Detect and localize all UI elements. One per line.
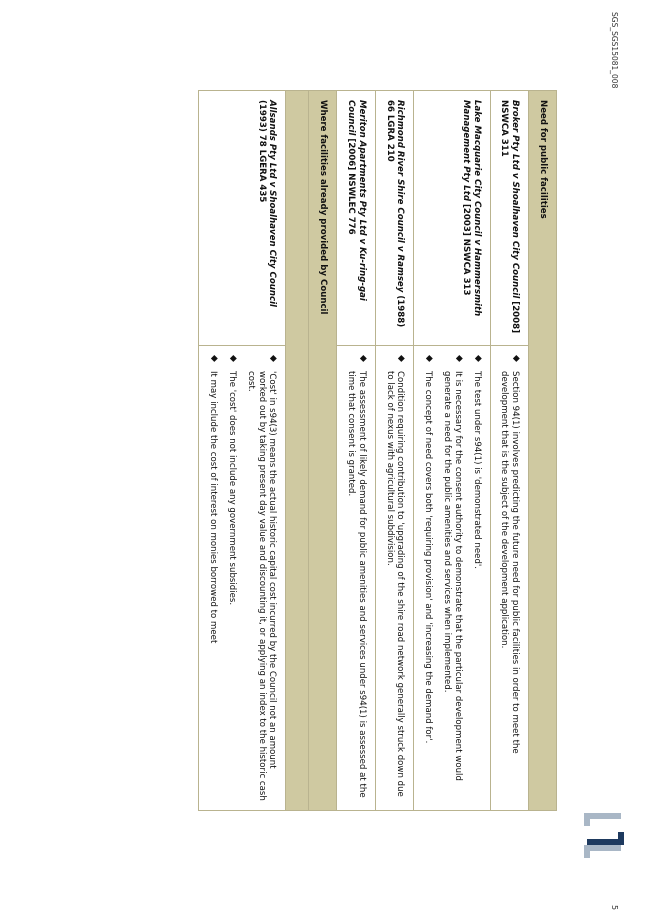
diamond-bullet-icon: ◆ <box>472 355 483 362</box>
list-item: ◆ 'Cost' in s94(3) means the actual historic capital cost incurred by the Council not an amount worked out by taking present day value and discounting it, or applying an index to the historic cash cost. <box>245 355 279 801</box>
diamond-bullet-icon: ◆ <box>228 355 239 362</box>
diamond-bullet-icon: ◆ <box>268 355 279 362</box>
case-points <box>414 346 490 811</box>
case-law-table <box>198 90 557 811</box>
diamond-bullet-icon: ◆ <box>511 355 522 362</box>
list-item: ◆ It may include the cost of interest on monies borrowed to meet <box>208 355 220 644</box>
table-row <box>199 91 286 811</box>
list-item: ◆ Section 94(1) involves predicting the future need for public facilities in order to meet the development that is the subject of the development application. <box>499 355 522 754</box>
case-name: Lake Macquarie City Council v Hammersmith Management Pty Ltd [2003] NSWCA 313 <box>414 91 490 346</box>
table-row <box>375 91 414 811</box>
diamond-bullet-icon: ◆ <box>453 355 464 362</box>
list-item: ◆ It is necessary for the consent authority to demonstrate that the particular development would generate a need for the public amenities and services when implemented. <box>442 355 464 781</box>
case-points <box>490 346 529 811</box>
section-band-cell <box>286 91 309 811</box>
case-name: Richmond River Shire Council v Ramsey (1988) 66 LGRA 210 <box>375 91 414 346</box>
list-item: ◆ Condition requiring contribution to 'upgrading of the shire road network generally struck down due to lack of nexus with agricultural subdivision. <box>384 355 407 797</box>
list-item: ◆ The concept of need covers both 'requiring provision' and 'increasing the demand for'. <box>423 355 435 744</box>
case-points <box>337 346 376 811</box>
section-heading-row <box>529 91 557 811</box>
table-row <box>337 91 376 811</box>
company-logo <box>579 810 629 862</box>
diamond-bullet-icon: ◆ <box>209 355 220 362</box>
case-name: Meriton Apartments Pty Ltd v Ku-ring-gai Council [2006] NSWLEC 776 <box>337 91 376 346</box>
diamond-bullet-icon: ◆ <box>357 355 368 362</box>
case-name: Allsands Pty Ltd v Shoalhaven City Council (1993) 78 LGERA 435 <box>199 91 286 346</box>
section-heading-row <box>309 91 337 811</box>
section-band <box>286 91 309 811</box>
case-points <box>199 346 286 811</box>
table-row <box>490 91 529 811</box>
diamond-bullet-icon: ◆ <box>424 355 435 362</box>
list-item: ◆ The 'cost' does not include any government subsidies. <box>227 355 239 606</box>
list-item: ◆ The assessment of likely demand for public amenities and services under s94(1) is assessed at the time that consent is granted. <box>346 355 368 798</box>
section-heading: Need for public facilities <box>529 91 557 811</box>
section-heading: Where facilities already provided by Council <box>309 91 337 811</box>
diamond-bullet-icon: ◆ <box>396 355 407 362</box>
case-points <box>375 346 414 811</box>
case-name: Broker Pty Ltd v Shoalhaven City Council [2008] NSWCA 311 <box>490 91 529 346</box>
list-item: ◆ The test under s94(1) is 'demonstrated need'. <box>471 355 483 570</box>
page-number: 5 <box>610 905 619 911</box>
footer-reference: SGS_SGS15081_008 <box>610 12 619 89</box>
table-row <box>414 91 490 811</box>
